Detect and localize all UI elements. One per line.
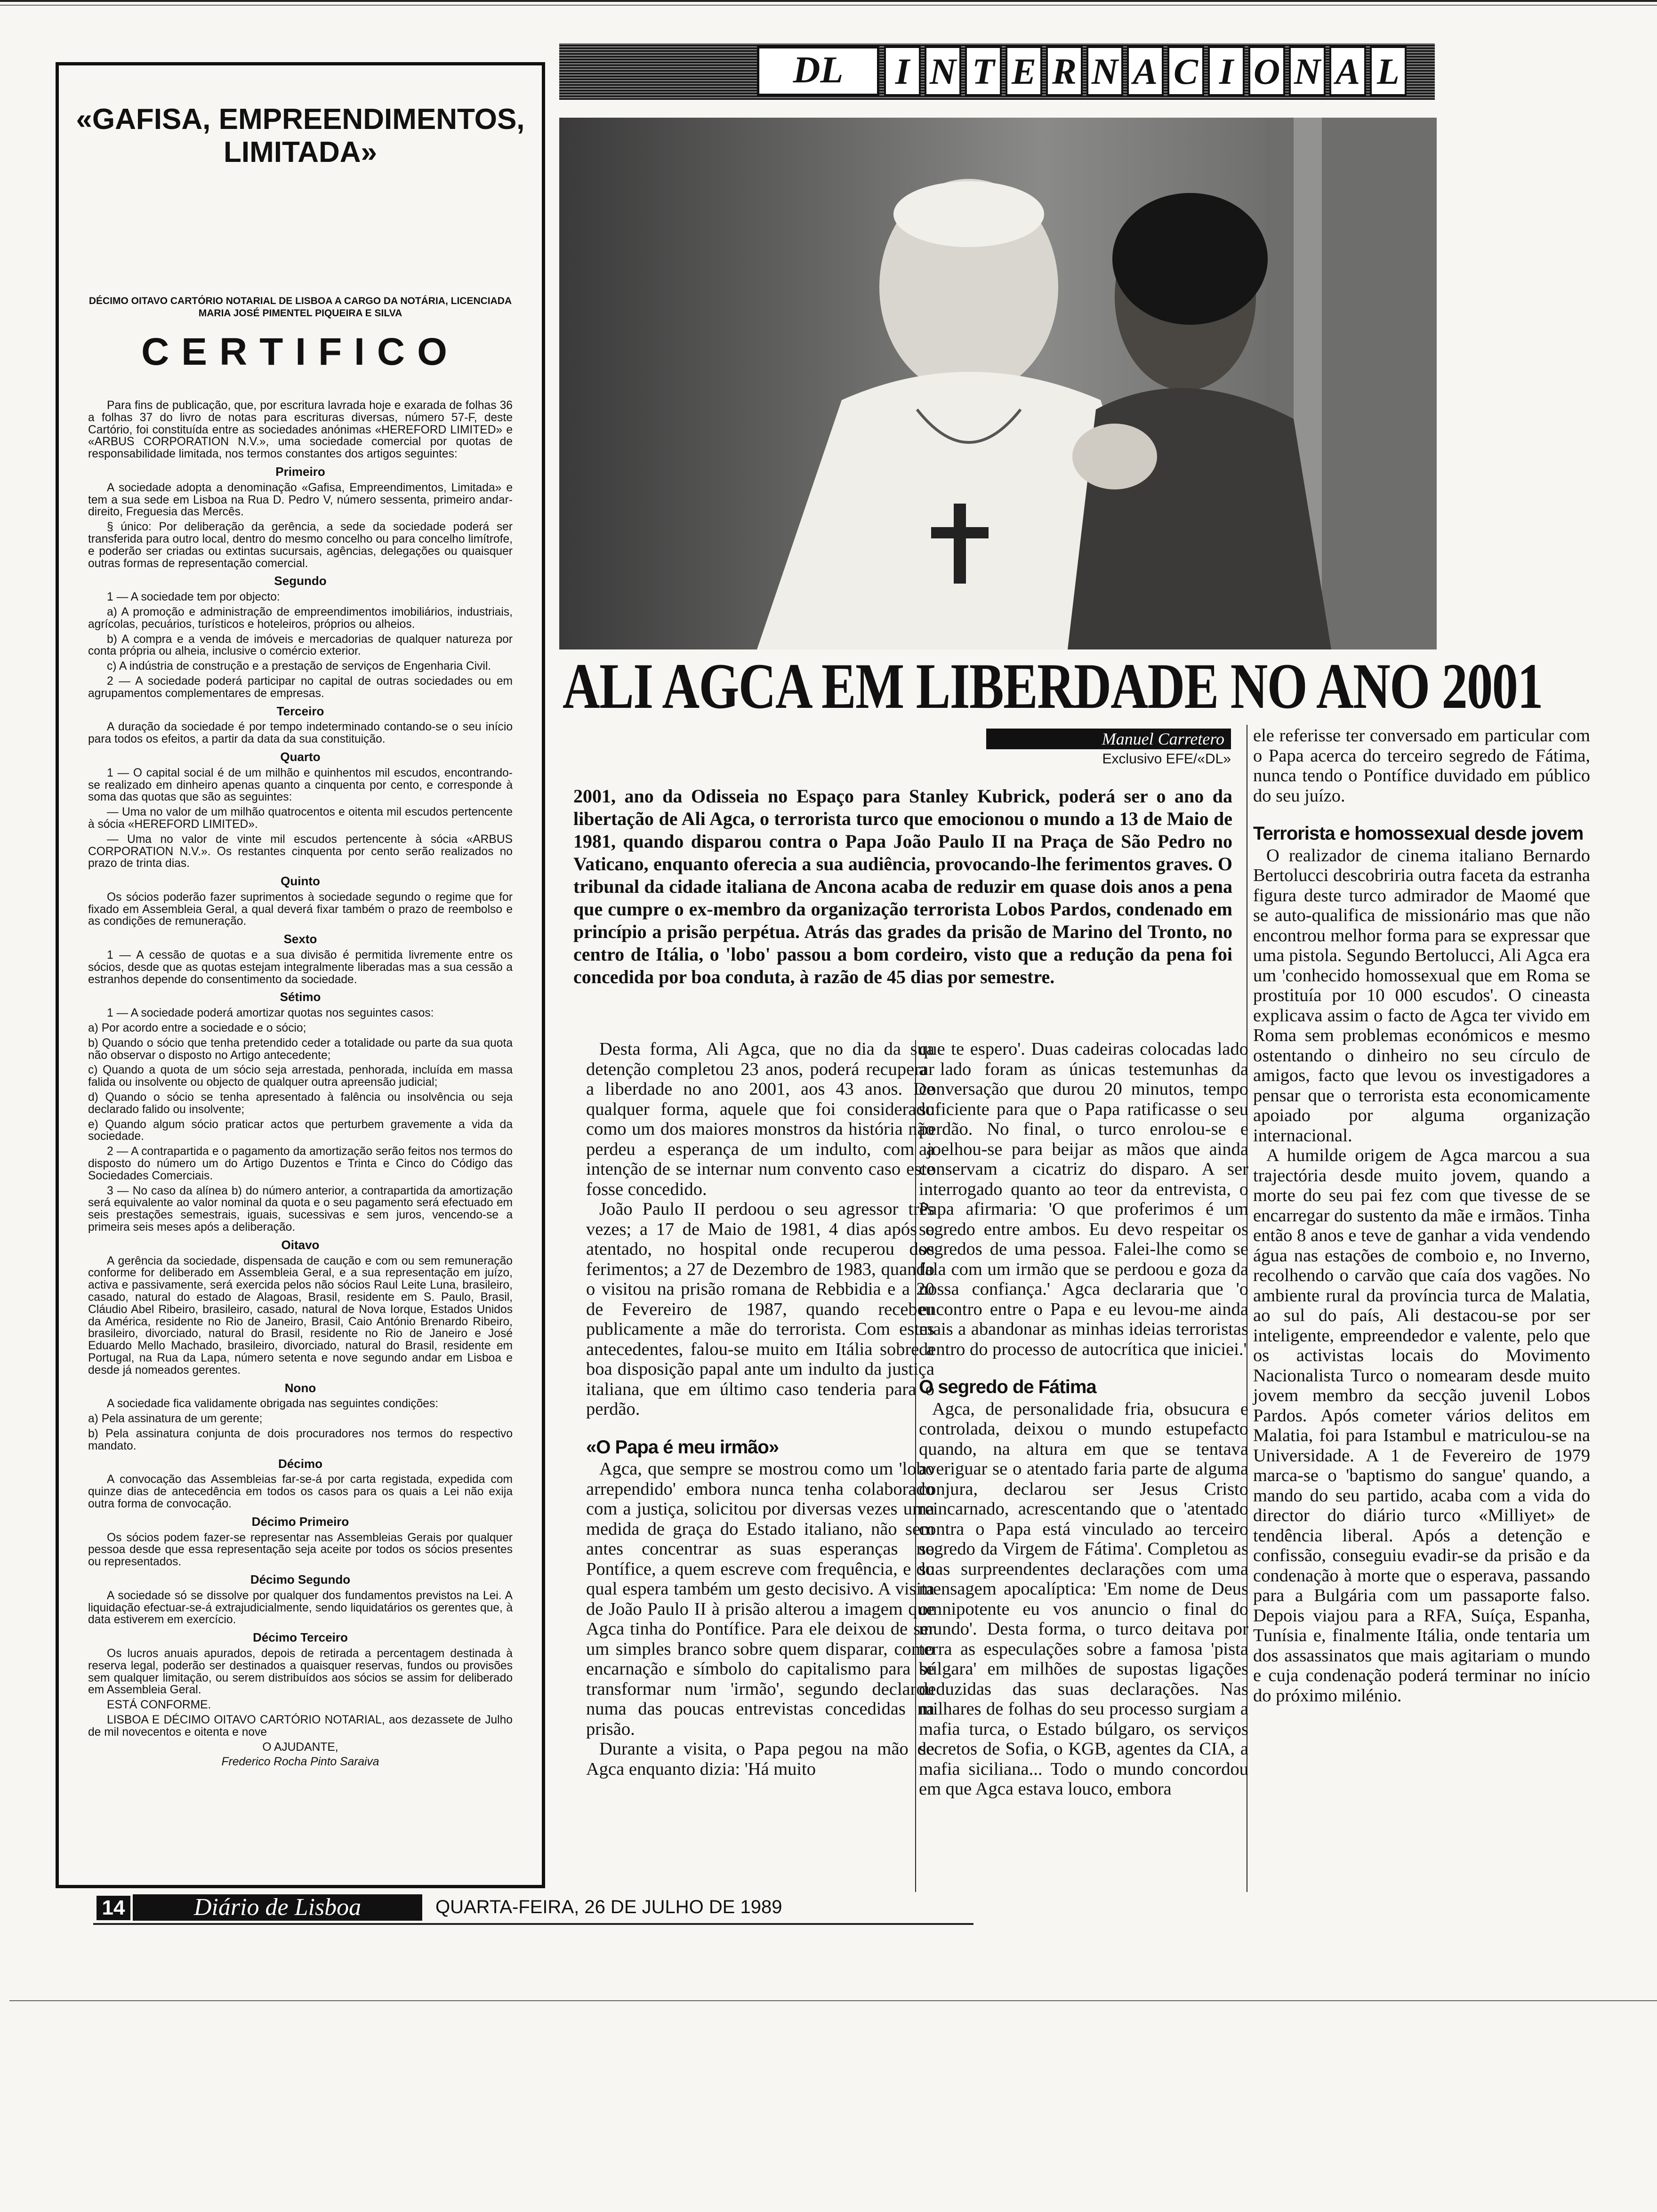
notice-paragraph: d) Quando o sócio se tenha apresentado à falência ou insolvência ou seja declarado falido ou insolvente; bbox=[88, 1091, 513, 1116]
dl-logo: DL bbox=[757, 46, 879, 96]
notice-body bbox=[88, 400, 513, 1771]
article-paragraph: Desta forma, Ali Agca, que no dia da sua detenção completou 23 anos, poderá recuperar a liberdade no ano 2001, aos 43 anos. De qualquer forma, aquele que foi considerado como um dos maiores monstros da história não perdeu a esperança de um indulto, com a intenção de se internar num convento caso este fosse concedido. bbox=[586, 1039, 934, 1199]
notice-paragraph: Os sócios poderão fazer suprimentos à sociedade segundo o regime que for fixado em Assembleia Geral, a qual deverá fixar também o prazo de reembolso e as condições de remuneração. bbox=[88, 890, 513, 928]
notice-paragraph: A sociedade adopta a denominação «Gafisa, Empreendimentos, Limitada» e tem a sua sede em Lisboa na Rua D. Pedro V, número sessenta, primeiro andar-direito, Freguesia das Mercês. bbox=[88, 481, 513, 519]
notice-paragraph: A duração da sociedade é por tempo indeterminado contando-se o seu início para todos os efeitos, a partir da data da sua constituição. bbox=[88, 721, 513, 746]
notice-paragraph: c) A indústria de construção e a prestação de serviços de Engenharia Civil. bbox=[107, 660, 491, 673]
notice-heading: Primeiro bbox=[275, 464, 325, 479]
notice-paragraph: b) Quando o sócio que tenha pretendido ceder a totalidade ou parte da sua quota não observar o disposto no Artigo antecedente; bbox=[88, 1036, 513, 1062]
footer-rule bbox=[93, 1923, 973, 1925]
article-paragraph: ele referisse ter conversado em particular com o Papa acerca do terceiro segredo de Fátima, nunca tendo o Pontífice duvidado em público do seu juízo. bbox=[1253, 726, 1590, 806]
notice-paragraph: — Uma no valor de um milhão quatrocentos e oitenta mil escudos pertencente à sócia «HEREFORD LIMITED». bbox=[88, 806, 513, 831]
notice-heading: Oitavo bbox=[281, 1237, 320, 1252]
article-column-1 bbox=[586, 1039, 934, 1779]
page-date: QUARTA-FEIRA, 26 DE JULHO DE 1989 bbox=[435, 1897, 782, 1917]
section-letter: I bbox=[884, 46, 921, 96]
notice-paragraph: — Uma no valor de vinte mil escudos pertencente à sócia «ARBUS CORPORATION N.V.». Os restantes cinquenta por cento serão realizados no prazo de trinta dias. bbox=[88, 833, 513, 870]
notice-paragraph: 1 — O capital social é de um milhão e quinhentos mil escudos, encontrando-se realizado em dinheiro apenas quanto a cinquenta por cento, e corresponde à soma das quotas que são as seguintes: bbox=[88, 766, 513, 804]
newspaper-masthead: Diário de Lisboa bbox=[133, 1894, 422, 1921]
notice-paragraph: a) Pela assinatura de um gerente; bbox=[88, 1412, 263, 1426]
notice-company-name: «GAFISA, EMPREENDIMENTOS, LIMITADA» bbox=[76, 103, 525, 168]
section-letter: O bbox=[1248, 46, 1285, 96]
notice-paragraph: § único: Por deliberação da gerência, a sede da sociedade poderá ser transferida para outro local, dentro do mesmo concelho ou para concelho limítrofe, e poderão ser criadas ou extintas sucursais, agências, delegações ou quaisquer outras formas de representação comercial. bbox=[88, 521, 513, 570]
section-letter: A bbox=[1329, 46, 1366, 96]
article-lead: 2001, ano da Odisseia no Espaço para Stanley Kubrick, poderá ser o ano da libertação de Ali Agca, o terrorista turco que emocionou o mundo a 13 de Maio de 1981, quando disparou contra o Papa João Paulo II na Praça de São Pedro no Vaticano, enquanto oferecia a sua audiência, provocando-lhe ferimentos graves. O tribunal da cidade italiana de Ancona acaba de reduzir em quase dois anos a pena que cumpre o ex-membro da organização terrorista Lobos Pardos, condenado em princípio a prisão perpétua. Atrás das grades da prisão de Marino del Tronto, no centro de Itália, o 'lobo' passou a bom cordeiro, visto que a redução da pena foi concedida por boa conduta, à razão de 45 dias por semestre. bbox=[573, 785, 1232, 987]
section-letter: N bbox=[1289, 46, 1326, 96]
article-byline-source: Exclusivo EFE/«DL» bbox=[1102, 751, 1231, 767]
section-header bbox=[559, 43, 1435, 100]
article-column-3 bbox=[1253, 726, 1590, 1706]
notice-paragraph: ESTÁ CONFORME. bbox=[107, 1699, 211, 1712]
notice-paragraph: Os sócios podem fazer-se representar nas Assembleias Gerais por qualquer pessoa desde que essa representação seja aceite por todos os sócios presentes ou representados. bbox=[88, 1531, 513, 1569]
notice-heading: Décimo Terceiro bbox=[253, 1630, 348, 1645]
section-letter: L bbox=[1370, 46, 1407, 96]
article-subheading: Terrorista e homossexual desde jovem bbox=[1253, 823, 1584, 844]
section-letter: I bbox=[1208, 46, 1245, 96]
article-column-2 bbox=[919, 1039, 1248, 1799]
legal-notice-box bbox=[56, 62, 545, 1888]
article-subheading: O segredo de Fátima bbox=[919, 1377, 1096, 1397]
notice-paragraph: b) Pela assinatura conjunta de dois procuradores nos termos do respectivo mandato. bbox=[88, 1427, 513, 1452]
notice-paragraph: A gerência da sociedade, dispensada de caução e com ou sem remuneração conforme for deliberado em Assembleia Geral, e a sua representação em juízo, activa e passivamente, será exercida pelos não sócios Raul Leite Luna, brasileiro, casado, natural do estado de Alagoas, Brasil, residente em S. Paulo, Brasil, Cláudio Abel Ribeiro, brasileiro, casado, natural de Nova Iorque, Estados Unidos da América, residente no Rio de Janeiro, Brasil, Caio António Brenardo Ribeiro, brasileiro, divorciado, natural do Brasil, residente no Rio de Janeiro e José Eduardo Mello Machado, brasileiro, divorciado, natural do Brasil, residente em Portugal, na Rua da Lapa, número setenta e nove segundo andar em Lisboa e desde já nomeados gerentes. bbox=[88, 1254, 513, 1377]
photo-pope-and-agca bbox=[559, 118, 1437, 649]
article-paragraph: O realizador de cinema italiano Bernardo Bertolucci descobriria outra faceta da estranha figura deste turco admirador de Maomé que se auto-qualifica de missionário mas que não encontrou melhor forma para se expressar que uma pistola. Segundo Bertolucci, Ali Agca era um 'conhecido homossexual que em Roma se prostituía por 10 000 escudos'. O cineasta explicava assim o facto de Agca ter vivido em Roma sem problemas económicos e mesmo ostentando o dinheiro no seu círculo de amigos, facto que levou os investigadores a pensar que o terrorista esta economicamente apoiado por alguma organização internacional. bbox=[1253, 845, 1590, 1146]
notice-paragraph: a) Por acordo entre a sociedade e o sócio; bbox=[88, 1022, 306, 1035]
section-letter: N bbox=[1086, 46, 1123, 96]
article-paragraph: A humilde origem de Agca marcou a sua trajectória desde muito jovem, quando a morte do seu pai fez com que tivesse de se encarregar do sustento da mãe e irmãos. Tinha então 8 anos e teve de ganhar a vida vendendo água nas estações de comboio e, no Inverno, recolhendo o carvão que caía dos vagões. No ambiente rural da província turca de Malatia, ao sul do país, Ali destacou-se por ser inteligente, empreendedor e valente, pelo que os activistas locais do Movimento Nacionalista Turco o nomearam desde muito jovem membro da secção juvenil Lobos Pardos. Após cometer vários delitos em Malatia, foi para Istambul e matriculou-se na Universidade. A 1 de Fevereiro de 1979 marca-se o 'baptismo do sangue' quando, a mando do seu partido, acaba com a vida do director do diário turco «Milliyet» de tendência liberal. Após a detenção e confissão, conseguiu evadir-se da prisão e da condenação à morte que o esperava, passando para a Bulgária com um passaporte falso. Depois viajou para a RFA, Suíça, Espanha, Tunísia e, finalmente Itália, onde tentaria um dos assassinatos que mais agitariam o mundo e cuja condenação poderá terminar no início do próximo milénio. bbox=[1253, 1146, 1590, 1706]
scan-line bbox=[0, 5, 1657, 6]
notice-paragraph: A sociedade só se dissolve por qualquer dos fundamentos previstos na Lei. A liquidação efectuar-se-á extrajudicialmente, sendo liquidatários os gerentes que, à data estiverem em exercício. bbox=[88, 1589, 513, 1627]
notice-paragraph: LISBOA E DÉCIMO OITAVO CARTÓRIO NOTARIAL, aos dezassete de Julho de mil novecentos e oitenta e nove bbox=[88, 1713, 513, 1739]
notice-certifico: CERTIFICO bbox=[141, 330, 459, 373]
notice-heading: Décimo bbox=[278, 1456, 322, 1471]
section-title-internacional bbox=[884, 46, 1410, 96]
notice-paragraph: c) Quando a quota de um sócio seja arrestada, penhorada, incluída em massa falida ou insolvente ou objecto de qualquer outra apreensão judicial; bbox=[88, 1064, 513, 1089]
notice-heading: Quinto bbox=[281, 874, 320, 889]
notice-heading: Quarto bbox=[280, 749, 321, 764]
notice-heading: Sétimo bbox=[280, 990, 321, 1004]
article-paragraph: João Paulo II perdoou o seu agressor três vezes; a 17 de Maio de 1981, 4 dias após o atentado, no hospital onde recuperou dos ferimentos; a 27 de Dezembro de 1983, quando o visitou na prisão romana de Rebbidia e a 20 de Fevereiro de 1987, quando recebeu publicamente a mãe do terrorista. Com estes antecedentes, falou-se muito em Itália sobre a boa disposição papal ante um indulto da justiça italiana, que em último caso tenderia para o perdão. bbox=[586, 1199, 934, 1419]
notice-heading: Décimo Primeiro bbox=[251, 1514, 349, 1529]
scan-line-bottom bbox=[9, 2000, 1657, 2001]
article-byline: Manuel Carretero bbox=[986, 729, 1231, 749]
notice-intro: Para fins de publicação, que, por escritura lavrada hoje e exarada de folhas 36 a folhas 37 do livro de notas para escrituras diversas, número 57-F, deste Cartório, foi constituída entre as sociedades anónimas «HEREFORD LIMITED» e «ARBUS CORPORATION N.V.», uma sociedade comercial por quotas de responsabilidade limitada, nos termos constantes dos artigos seguintes: bbox=[88, 399, 513, 461]
notice-heading: Décimo Segundo bbox=[250, 1572, 351, 1587]
notice-paragraph: e) Quando algum sócio praticar actos que perturbem gravemente a vida da sociedade. bbox=[88, 1118, 513, 1143]
notice-paragraph: a) A promoção e administração de empreendimentos imobiliários, industriais, agrícolas, pecuários, turísticos e hoteleiros, próprios ou alheios. bbox=[88, 605, 513, 631]
scan-edge-top bbox=[0, 0, 1657, 2]
article-paragraph: Agca, que sempre se mostrou como um 'lobo arrependido' embora nunca tenha colaborado com a justiça, solicitou por diversas vezes uma medida de graça do Estado italiano, não sem antes concentrar as suas esperanças no Pontífice, a quem escreve com frequência, e do qual espera também um gesto decisivo. A visita de João Paulo II à prisão alterou a imagem que Agca tinha do Pontífice. Para ele deixou de ser um simples branco sobre quem disparar, como encarnação e símbolo do capitalismo para se transformar num 'irmão', segundo declarou numa das poucas entrevistas concedidas na prisão. bbox=[586, 1459, 934, 1739]
notice-paragraph: 1 — A sociedade poderá amortizar quotas nos seguintes casos: bbox=[107, 1007, 434, 1020]
notice-heading: Nono bbox=[284, 1380, 316, 1395]
section-letter: R bbox=[1046, 46, 1083, 96]
notice-signer: Frederico Rocha Pinto Saraiva bbox=[221, 1755, 379, 1769]
notice-paragraph: A convocação das Assembleias far-se-á por carta registada, expedida com quinze dias de antecedência em todos os casos para os quais a Lei não exija outra forma de convocação. bbox=[88, 1473, 513, 1510]
notice-heading: Segundo bbox=[274, 574, 327, 588]
article-subheading: «O Papa é meu irmão» bbox=[586, 1436, 779, 1458]
notice-paragraph: A sociedade fica validamente obrigada nas seguintes condições: bbox=[107, 1397, 439, 1411]
notice-paragraph: Os lucros anuais apurados, depois de retirada a percentagem destinada à reserva legal, poderão ser destinados a quaisquer reservas, fundos ou provisões sem qualquer limitação, ou serem distribuídos aos sócios se assim for deliberado em Assembleia Geral. bbox=[88, 1647, 513, 1697]
notice-notary-line: DÉCIMO OITAVO CARTÓRIO NOTARIAL DE LISBOA A CARGO DA NOTÁRIA, LICENCIADA MARIA JOSÉ PIMENTEL PIQUEIRA E SILVA bbox=[88, 296, 512, 319]
notice-paragraph: 3 — No caso da alínea b) do número anterior, a contrapartida da amortização será equivalente ao valor nominal da quota e o seu pagamento será efectuado em seis prestações semestrais, iguais, sucessivas e sem juros, vencendo-se a primeira seis meses após a deliberação. bbox=[88, 1184, 513, 1234]
section-letter: A bbox=[1127, 46, 1164, 96]
notice-paragraph: 1 — A cessão de quotas e a sua divisão é permitida livremente entre os sócios, desde que as quotas estejam integralmente liberadas mas a sua cessão a estranhos depende do consentimento da sociedade. bbox=[88, 949, 513, 986]
article-headline: ALI AGCA EM LIBERDADE NO ANO 2001 bbox=[563, 650, 1543, 722]
section-letter: E bbox=[1005, 46, 1042, 96]
article-paragraph: Durante a visita, o Papa pegou na mão de Agca enquanto dizia: 'Há muito bbox=[586, 1739, 934, 1779]
article-paragraph: que te espero'. Duas cadeiras colocadas lado a lado foram as únicas testemunhas da conversação que durou 20 minutos, tempo suficiente para que o Papa ratificasse o seu perdão. No final, o turco enrolou-se e ajoelhou-se para beijar as mãos que ainda conservam a cicatriz do disparo. A ser interrogado quanto ao teor da entrevista, o Papa afirmaria: 'O que proferimos é um segredo entre ambos. Eu devo respeitar os segredos de uma pessoa. Falei-lhe como se fala com um irmão que se perdoou e goza da nossa confiança.' Agca declararia que 'o encontro entre o Papa e eu levou-me ainda mais a abandonar as minhas ideias terroristas dentro do processo de autocrítica que iniciei.' bbox=[919, 1039, 1248, 1359]
notice-ajudante: O AJUDANTE, bbox=[262, 1740, 338, 1754]
section-letter: T bbox=[965, 46, 1002, 96]
notice-paragraph: 2 — A contrapartida e o pagamento da amortização serão feitos nos termos do disposto do número um do Artigo Duzentos e Trinta e Cinco do Código das Sociedades Comerciais. bbox=[88, 1145, 513, 1182]
page-number: 14 bbox=[97, 1896, 130, 1920]
article-photo bbox=[559, 118, 1437, 649]
section-letter: N bbox=[925, 46, 961, 96]
notice-heading: Terceiro bbox=[276, 704, 324, 718]
article-paragraph: Agca, de personalidade fria, obsucura e controlada, deixou o mundo estupefacto quando, na altura em que se tentava averiguar se o atentado faria parte de alguma conjura, declarou ser Jesus Cristo reincarnado, acrescentando que o 'atentado contra o Papa está vinculado ao terceiro segredo da Virgem de Fátima'. Completou as suas surpreendentes declarações com uma mensagem apocalíptica: 'Em nome de Deus omnipotente eu vos anuncio o final do mundo'. Desta forma, o turco deitava por terra as especulações sobre a famosa 'pista búlgara' em milhões de supostas ligações deduzidas das suas declarações. Nas milhares de folhas do seu processo surgiam a mafia turca, o Estado búlgaro, os serviços secretos de Sofia, o KGB, agentes da CIA, a mafia siciliana... Todo o mundo concordou em que Agca estava louco, embora bbox=[919, 1399, 1248, 1799]
notice-heading: Sexto bbox=[283, 932, 317, 946]
section-letter: C bbox=[1167, 46, 1204, 96]
notice-paragraph: b) A compra e a venda de imóveis e mercadorias de qualquer natureza por conta própria ou alheia, inclusive o comércio exterior. bbox=[88, 633, 513, 658]
notice-paragraph: 2 — A sociedade poderá participar no capital de outras sociedades ou em agrupamentos complementares de empresas. bbox=[88, 674, 513, 700]
notice-paragraph: 1 — A sociedade tem por objecto: bbox=[107, 591, 280, 604]
